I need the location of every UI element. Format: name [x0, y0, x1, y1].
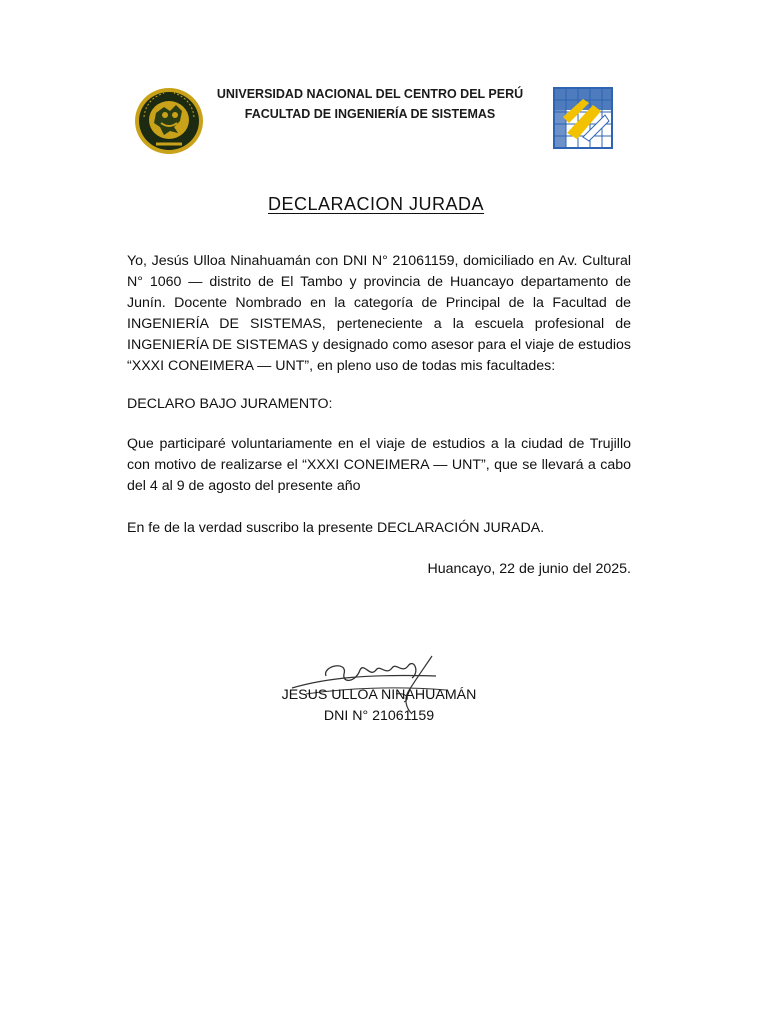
- declaration-closing: En fe de la verdad suscribo la presente DECLARACIÓN JURADA.: [127, 520, 545, 536]
- university-seal-icon: [134, 87, 204, 155]
- letterhead: [0, 84, 768, 154]
- letterhead-text: [210, 84, 530, 124]
- faculty-name: FACULTAD DE INGENIERÍA DE SISTEMAS: [244, 107, 496, 121]
- declaration-paragraph-identity: Yo, Jesús Ulloa Ninahuamán con DNI N° 21061159, domiciliado en Av. Cultural N° 1060 — distrito de El Tambo y provincia de Huancayo departamento de Junín. Docente Nombrado en la categoría de Principal de la Facultad de INGENIERÍA DE SISTEMAS, perteneciente a la escuela profesional de INGENIERÍA DE SISTEMAS y designado como asesor para el viaje de estudios “XXXI CONEIMERA — UNT”, en pleno uso de todas mis facultades:: [127, 253, 631, 374]
- signer-name: JESUS ULLOA NINAHUAMÁN: [281, 687, 477, 703]
- declaration-paragraph-trip: Que participaré voluntariamente en el viaje de estudios a la ciudad de Trujillo con motivo de realizarse el “XXXI CONEIMERA — UNT”, que se llevará a cabo del 4 al 9 de agosto del presente año: [127, 436, 631, 494]
- signer-block: [247, 685, 511, 727]
- signer-dni: DNI N° 21061159: [323, 708, 435, 724]
- place-and-date: Huancayo, 22 de junio del 2025.: [427, 561, 631, 577]
- faculty-systems-logo-icon: [553, 87, 613, 149]
- university-name: UNIVERSIDAD NACIONAL DEL CENTRO DEL PERÚ: [216, 87, 524, 101]
- declaration-oath: DECLARO BAJO JURAMENTO:: [127, 396, 333, 412]
- document-title: DECLARACION JURADA: [267, 194, 485, 214]
